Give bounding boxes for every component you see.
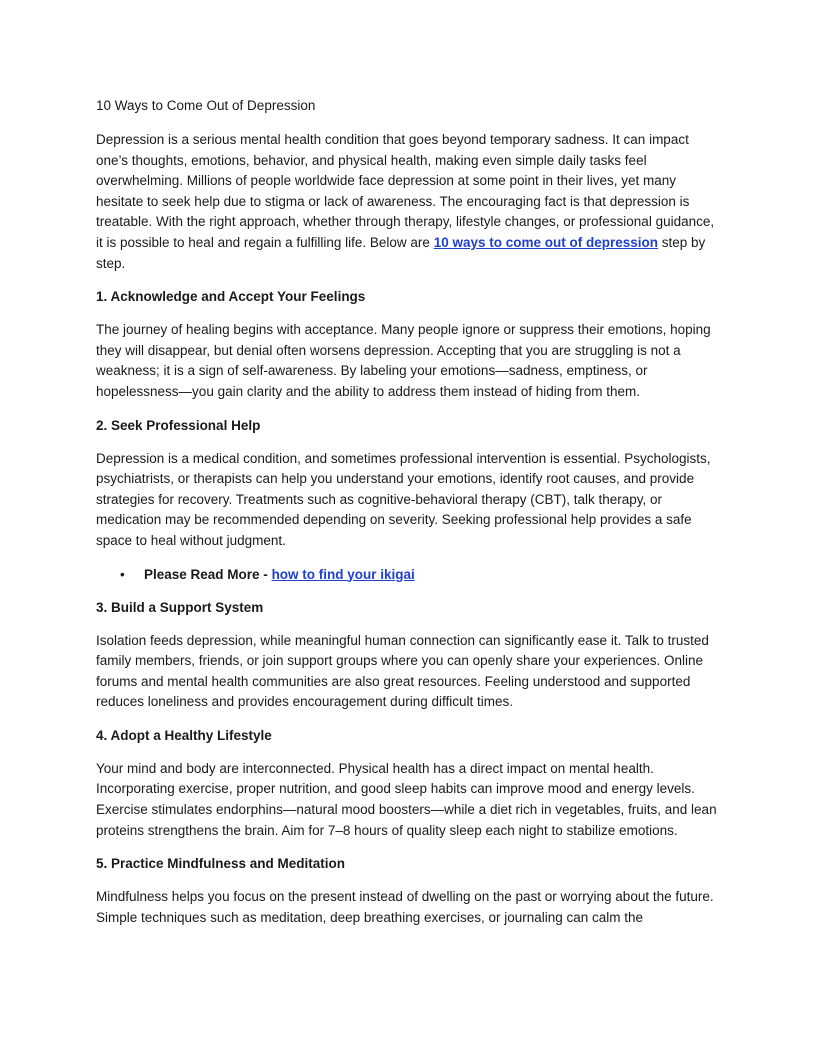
ways-out-of-depression-link[interactable]: 10 ways to come out of depression [433,234,659,250]
section-heading-healthy-lifestyle: 4. Adopt a Healthy Lifestyle [96,727,272,743]
document-title: 10 Ways to Come Out of Depression [96,98,316,113]
intro-paragraph [96,130,720,274]
document-page [96,96,720,941]
section-body-support-system: Isolation feeds depression, while meaningful human connection can significantly ease it. Talk to trusted family members, friends, or join support groups where you can openly share your experiences. Online forums and mental health communities are also great resources. Feeling understood and supported reduces loneliness and provides encouragement during difficult times. [96,632,709,710]
intro-text-before-link: Depression is a serious mental health condition that goes beyond temporary sadness. It can impact one’s thoughts, emotions, behavior, and physical health, making even simple daily tasks feel overwhelming. Millions of people worldwide face depression at some point in their lives, yet many hesitate to seek help due to stigma or lack of awareness. The encouraging fact is that depression is treatable. With the right approach, whether through therapy, lifestyle changes, or professional guidance, it is possible to heal and regain a fulfilling life. Below are [96,132,715,250]
section-heading-professional-help: 2. Seek Professional Help [96,417,261,433]
bullet-icon: • [120,566,125,582]
section-heading-acknowledge: 1. Acknowledge and Accept Your Feelings [96,289,366,305]
section-body-acknowledge: The journey of healing begins with acceptance. Many people ignore or suppress their emotions, hoping they will disappear, but denial often worsens depression. Accepting that you are struggling is not a weakness; it is a sign of self-awareness. By labeling your emotions—sadness, emptiness, or hopelessness—you gain clarity and the ability to address them instead of hiding from them. [96,322,711,399]
section-heading-support-system: 3. Build a Support System [96,599,264,615]
ikigai-link[interactable]: how to find your ikigai [271,566,415,582]
section-body-healthy-lifestyle: Your mind and body are interconnected. Physical health has a direct impact on mental health. Incorporating exercise, proper nutrition, and good sleep habits can improve mood and energy levels. Exercise stimulates endorphins—natural mood boosters—while a diet rich in vegetables, fruits, and lean proteins strengthens the brain. Aim for 7–8 hours of quality sleep each night to stabilize emotions. [96,760,717,838]
read-more-label: Please Read More - [144,566,272,582]
section-heading-mindfulness: 5. Practice Mindfulness and Meditation [96,856,346,872]
intro-text-after-link: step by step. [96,234,706,271]
section-body-mindfulness: Mindfulness helps you focus on the present instead of dwelling on the past or worrying about the future. Simple techniques such as meditation, deep breathing exercises, or journaling can calm the [96,889,714,925]
read-more-bullet [96,565,720,585]
section-body-professional-help: Depression is a medical condition, and sometimes professional intervention is essential. Psychologists, psychiatrists, or therapists can help you understand your emotions, identify root causes, and provide strategies for recovery. Treatments such as cognitive-behavioral therapy (CBT), talk therapy, or medication may be recommended depending on severity. Seeking professional help provides a safe space to heal without judgment. [96,450,711,548]
